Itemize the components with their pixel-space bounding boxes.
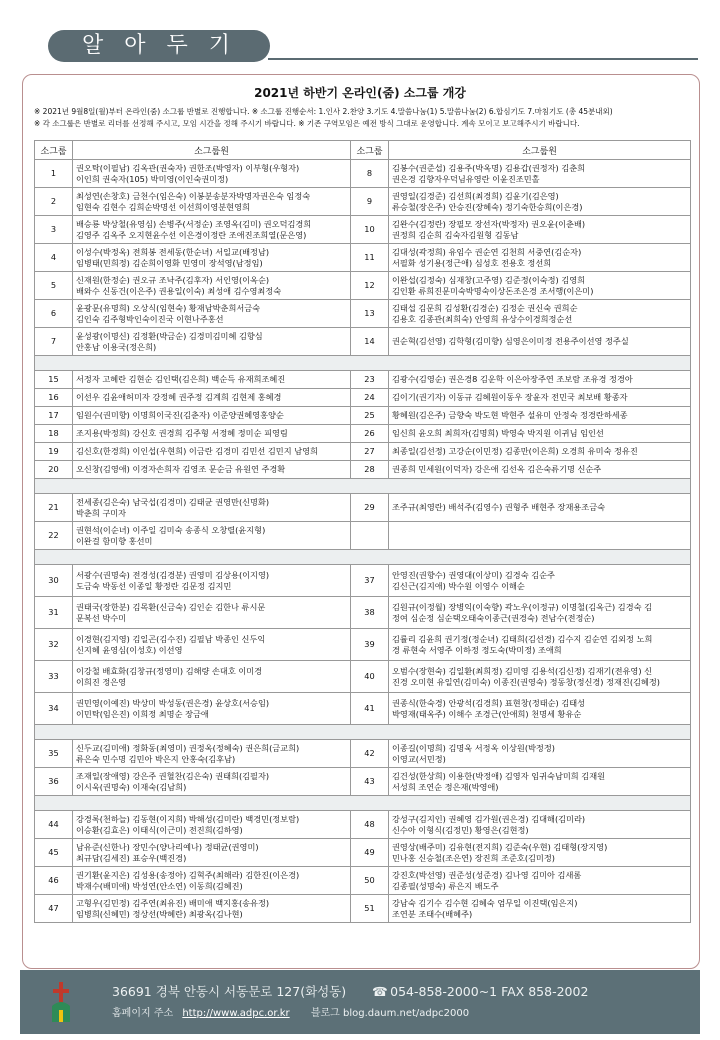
group-members xyxy=(73,597,351,629)
table-row xyxy=(35,425,691,443)
member-line: 도금숙 박동선 이종일 황정란 김문정 김지민 xyxy=(76,580,232,591)
member-line: 이영교(서민정) xyxy=(392,753,446,764)
member-line: 김광수(김영순) 권은경8 김운학 이은아장주연 조보람 조유경 정경아 xyxy=(392,374,633,384)
member-line: 김태섭 김문희 김성환(김경순) 김정순 권신숙 권희순 xyxy=(392,302,578,313)
table-row xyxy=(35,443,691,461)
table-row xyxy=(35,272,691,300)
group-number: 37 xyxy=(351,565,389,597)
member-line: 임현숙 김현수 김희순박명선 이선희이영분현영희 xyxy=(76,201,250,212)
member-line: 안홍남 이용국(정은희) xyxy=(76,341,157,352)
member-line: 배승룡 박상철(유영심) 손병주(서정순) 조영옥(김미) 권오덕김경희 xyxy=(76,218,312,229)
member-line: 문복선 박수미 xyxy=(76,612,127,623)
group-number: 32 xyxy=(35,629,73,661)
member-line: 권민영(이예진) 박상미 박성동(권은경) 윤상호(서승임) xyxy=(76,697,270,708)
table-row xyxy=(35,371,691,389)
group-members xyxy=(73,461,351,479)
member-line: 조재일(장애영) 강은주 권혈찬(김은숙) 권태희(김필자) xyxy=(76,770,270,781)
group-members xyxy=(73,300,351,328)
group-members xyxy=(389,216,691,244)
group-members xyxy=(73,811,351,839)
group-members xyxy=(389,244,691,272)
member-line: 오신창(김영애) 이경자손희자 김영조 문순금 유원연 주경확 xyxy=(76,464,286,474)
member-line: 조연분 조태수(배혜주) xyxy=(392,908,473,919)
member-line: 경 류현숙 서영주 이하정 정도숙(박미정) 조애희 xyxy=(392,644,562,655)
member-line: 김봉수(권준섭) 김용주(박옥명) 김용갑(권정자) 김춘희 xyxy=(392,162,586,173)
group-members xyxy=(389,425,691,443)
group-number: 49 xyxy=(351,839,389,867)
table-row xyxy=(35,565,691,597)
separator-cell xyxy=(35,796,691,811)
group-members xyxy=(73,407,351,425)
group-members xyxy=(389,839,691,867)
group-number: 14 xyxy=(351,328,389,356)
group-number: 10 xyxy=(351,216,389,244)
member-line: 강진호(박선영) 권준성(성준경) 김나영 김미아 김새롬 xyxy=(392,869,582,880)
table-row xyxy=(35,693,691,725)
member-line: 신재원(한정순) 권오규 조낙주(김후자) 서인영(이옥순) xyxy=(76,274,270,285)
group-number: 11 xyxy=(351,244,389,272)
group-number: 31 xyxy=(35,597,73,629)
member-line: 안영진(권향수) 권영대(이상미) 김경숙 김순주 xyxy=(392,569,555,580)
member-line: 최성연(손창호) 금천수(임은숙) 이봉분송분자박명자권은숙 임정숙 xyxy=(76,190,311,201)
member-line: 이민탁(임은진) 이희정 최명순 장금애 xyxy=(76,708,209,719)
group-number: 43 xyxy=(351,768,389,796)
homepage-label: 홈페이지 주소 xyxy=(112,1008,174,1019)
table-row xyxy=(35,300,691,328)
group-number: 29 xyxy=(351,494,389,522)
group-members xyxy=(389,461,691,479)
group-members xyxy=(389,160,691,188)
group-number: 30 xyxy=(35,565,73,597)
member-line: 신수아 이형식(김정민) 황영은(김현정) xyxy=(392,824,529,835)
member-line: 박춘희 구미자 xyxy=(76,507,127,518)
member-line: 권현석(이순녀) 이주일 김미숙 송종식 오창렬(윤지형) xyxy=(76,524,266,535)
group-members xyxy=(389,494,691,522)
phone: 054-858-2000~1 FAX 858-2002 xyxy=(390,984,589,999)
group-number: 39 xyxy=(351,629,389,661)
group-number: 44 xyxy=(35,811,73,839)
member-line: 신두교(김미애) 정화동(최영미) 권정옥(정혜숙) 권은희(금교희) xyxy=(76,742,300,753)
table-row xyxy=(35,629,691,661)
group-number: 19 xyxy=(35,443,73,461)
group-members xyxy=(389,328,691,356)
member-line: 류승철(장은주) 안승진(장혜숙) 정기숙한승희(이은경) xyxy=(392,201,583,212)
table-header-row xyxy=(35,141,691,160)
group-number: 35 xyxy=(35,740,73,768)
table-row xyxy=(35,244,691,272)
table-row xyxy=(35,407,691,425)
group-number: 25 xyxy=(351,407,389,425)
group-members xyxy=(389,867,691,895)
group-number: 5 xyxy=(35,272,73,300)
member-line: 임병태(민희정) 김순희이영화 민영미 장석영(남정임) xyxy=(76,257,263,268)
group-number: 45 xyxy=(35,839,73,867)
group-members xyxy=(389,629,691,661)
homepage-link[interactable]: http://www.adpc.or.kr xyxy=(182,1008,290,1019)
note-line: ※ 각 소그룹은 반별로 리더를 선정해 주시고, 모임 시간을 정해 주시기 바랍니다. ※ 기존 구역모임은 예전 방식 그대로 운영합니다. 계속 모이고 보고해주시기 바랍니다. xyxy=(34,119,580,128)
group-members xyxy=(73,693,351,725)
group-members xyxy=(73,272,351,300)
member-line: 권종식(한숙경) 안광석(김경희) 표현창(정태순) 김태성 xyxy=(392,697,586,708)
col-header-members: 소그룹원 xyxy=(73,141,351,160)
table-row xyxy=(35,216,691,244)
member-line: 민나홍 신승철(조은연) 장진희 조준호(김미정) xyxy=(392,852,555,863)
table-row xyxy=(35,328,691,356)
section-title-tab: 알 아 두 기 xyxy=(48,30,270,62)
group-members xyxy=(73,371,351,389)
table-row xyxy=(35,597,691,629)
member-line: 박영재(태옥주) 이해수 조경근(안애희) 천명세 황유순 xyxy=(392,708,582,719)
notes xyxy=(34,106,698,130)
table-row xyxy=(35,160,691,188)
group-number: 12 xyxy=(351,272,389,300)
member-line: 신지혜 윤영심(이성호) 이선영 xyxy=(76,644,183,655)
group-members xyxy=(389,188,691,216)
group-number: 48 xyxy=(351,811,389,839)
member-line: 김원규(이정월) 장병익(이숙향) 곽노우(이정규) 이명철(김옥근) 김경숙 김 xyxy=(392,601,653,612)
member-line: 권영일(김경준) 김선희(최경희) 김윤기(김은영) xyxy=(392,190,559,201)
blog-address: 블로그 blog.daum.net/adpc2000 xyxy=(310,1008,470,1019)
group-number: 8 xyxy=(351,160,389,188)
member-line: 강성구(김지인) 권혜영 김가원(권은경) 김대해(김미라) xyxy=(392,813,586,824)
group-members xyxy=(389,371,691,389)
group-number: 50 xyxy=(351,867,389,895)
separator-cell xyxy=(35,550,691,565)
member-line: 오범수(장현숙) 김일환(최희정) 김미영 김용석(김신정) 김재기(전유영) 신 xyxy=(392,665,653,676)
member-line: 김신호(한경희) 이인섭(우현희) 이금란 김경미 김민선 김민지 남영희 xyxy=(76,446,318,456)
separator-cell xyxy=(35,725,691,740)
group-members xyxy=(73,768,351,796)
group-number: 1 xyxy=(35,160,73,188)
group-members xyxy=(389,443,691,461)
member-line: 이강철 배효화(김창규(정영미) 김해량 손대호 이미경 xyxy=(76,665,263,676)
member-line: 윤광문(유명희) 오상식(임현숙) 황재남박춘희서금숙 xyxy=(76,302,261,313)
group-members xyxy=(73,895,351,923)
section-separator xyxy=(35,479,691,494)
group-number: 46 xyxy=(35,867,73,895)
col-header-group: 소그룹 xyxy=(351,141,389,160)
member-line: 최종일(김선정) 고강순(이민정) 김종만(이은희) 오경희 유미숙 정유진 xyxy=(392,446,638,456)
member-line: 권순혁(김선영) 김학형(김미향) 심영은이미정 전용주이선영 정주실 xyxy=(392,336,629,346)
section-separator xyxy=(35,356,691,371)
group-members xyxy=(73,160,351,188)
member-line: 김대성(곽정희) 유임수 권순연 김천희 서중연(김순자) xyxy=(392,246,582,257)
member-line: 강경록(천하늘) 김동현(이지희) 박해성(김미란) 백경민(정보람) xyxy=(76,813,300,824)
group-number: 26 xyxy=(351,425,389,443)
member-line: 서성희 조연순 정은재(박영애) xyxy=(392,781,499,792)
group-number: 13 xyxy=(351,300,389,328)
member-line: 이완섭(김정숙) 심재창(고주영) 김준정(이숙정) 김영희 xyxy=(392,274,586,285)
note-line: ※ 2021년 9월8일(월)부터 온라인(줌) 소그룹 반별로 진행합니다. ※ 소그룹 진행순서: 1.인사 2.찬양 3.기도 4.말씀나눔(1) 5.말씀나눔(2) 6.합심기도 7.마침기도 (총 45분내외) xyxy=(34,107,613,116)
member-line: 이종길(이명희) 김명욱 서정옥 이상원(박정정) xyxy=(392,742,555,753)
col-header-members: 소그룹원 xyxy=(389,141,691,160)
group-members xyxy=(389,693,691,725)
section-separator xyxy=(35,796,691,811)
table-row xyxy=(35,867,691,895)
group-number: 28 xyxy=(351,461,389,479)
group-number: 36 xyxy=(35,768,73,796)
member-line: 김종필(성명숙) 류은지 배도주 xyxy=(392,880,499,891)
table-body xyxy=(35,160,691,923)
section-separator xyxy=(35,725,691,740)
separator-cell xyxy=(35,479,691,494)
group-number: 38 xyxy=(351,597,389,629)
table-row xyxy=(35,661,691,693)
group-number: 24 xyxy=(351,389,389,407)
group-number: 18 xyxy=(35,425,73,443)
group-number: 15 xyxy=(35,371,73,389)
group-members xyxy=(73,328,351,356)
group-members xyxy=(389,565,691,597)
section-separator xyxy=(35,550,691,565)
group-members xyxy=(389,811,691,839)
address: 36691 경북 안동시 서동문로 127(화성동) xyxy=(112,984,347,999)
group-members xyxy=(73,661,351,693)
group-members xyxy=(389,597,691,629)
member-line: 권태국(장한분) 김목환(신금숙) 김인순 김한나 류시문 xyxy=(76,601,266,612)
group-members xyxy=(389,895,691,923)
group-members xyxy=(73,629,351,661)
group-number: 21 xyxy=(35,494,73,522)
group-members xyxy=(389,522,691,550)
group-number: 42 xyxy=(351,740,389,768)
group-number: 51 xyxy=(351,895,389,923)
member-line: 임원수(권미향) 이명희이국진(김춘자) 이준양권혜영홍양순 xyxy=(76,410,284,420)
member-line: 서광수(권명숙) 전경성(김경분) 권영미 김상용(이지영) xyxy=(76,569,270,580)
group-members xyxy=(389,768,691,796)
group-number: 20 xyxy=(35,461,73,479)
group-members xyxy=(73,188,351,216)
member-line: 권은경 김향자우덕님유영란 이윤진조민홀 xyxy=(392,173,540,184)
member-line: 권정희 김순희 김숙자김원형 김동남 xyxy=(392,229,519,240)
member-line: 권종희 민세원(이덕자) 강은애 김선옥 김은숙류기명 신순주 xyxy=(392,464,602,474)
group-number: 27 xyxy=(351,443,389,461)
group-members xyxy=(389,407,691,425)
member-line: 김률리 김윤희 권기정(정순녀) 김태희(김선경) 김수지 김순연 김외정 노희 xyxy=(392,633,653,644)
member-line: 이완걸 함미향 홍선미 xyxy=(76,535,153,546)
group-members xyxy=(73,389,351,407)
group-members xyxy=(73,494,351,522)
separator-cell xyxy=(35,356,691,371)
member-line: 임신희 윤오희 최희자(김명희) 박영숙 박지원 이귀님 임인선 xyxy=(392,428,604,438)
member-line: 권오탁(이필남) 김옥관(권숙자) 권한조(박영자) 이부형(우형자) xyxy=(76,162,300,173)
group-members xyxy=(73,244,351,272)
group-members xyxy=(73,425,351,443)
group-members xyxy=(389,389,691,407)
table-row xyxy=(35,839,691,867)
group-number xyxy=(351,522,389,550)
member-line: 배와수 신동건(이은주) 권용일(이숙) 최성애 김수영최정숙 xyxy=(76,285,282,296)
group-number: 2 xyxy=(35,188,73,216)
group-members xyxy=(73,740,351,768)
member-line: 조지용(박정희) 강신호 권경희 김주형 서정혜 정미순 피영림 xyxy=(76,428,288,438)
member-line: 정여 심순정 심순택오태숙이종근(권경숙) 전남수(전정순) xyxy=(392,612,595,623)
table-row xyxy=(35,461,691,479)
member-line: 남유준(신한나) 장민수(양나리예나) 정태균(권영미) xyxy=(76,841,259,852)
group-number: 16 xyxy=(35,389,73,407)
table-row xyxy=(35,389,691,407)
member-line: 전세종(김은숙) 남국섭(김경미) 김태균 권영만(신명화) xyxy=(76,496,270,507)
member-line: 임병희(신혜민) 정상선(박혜란) 최광옥(김나현) xyxy=(76,908,243,919)
web-line xyxy=(112,1004,469,1019)
group-number: 6 xyxy=(35,300,73,328)
member-line: 김완수(김정란) 장필모 장선자(박정자) 권오윤(이춘배) xyxy=(392,218,586,229)
group-number: 33 xyxy=(35,661,73,693)
member-line: 이시욱(권명숙) 이재숙(김남희) xyxy=(76,781,187,792)
group-members xyxy=(73,216,351,244)
group-members xyxy=(73,565,351,597)
member-line: 이인희 권숙자(105) 박미영(이인숙권미정) xyxy=(76,173,229,184)
member-line: 권기환(윤지은) 김성용(송정아) 김혁주(최해라) 김한진(이은경) xyxy=(76,869,300,880)
member-line: 황혜원(김은주) 금향숙 박도현 박현주 설유미 안정숙 정경란하세종 xyxy=(392,410,628,420)
table-row xyxy=(35,188,691,216)
group-number: 34 xyxy=(35,693,73,725)
group-number: 3 xyxy=(35,216,73,244)
group-members xyxy=(73,522,351,550)
group-members xyxy=(73,443,351,461)
group-number: 22 xyxy=(35,522,73,550)
member-line: 강남숙 김기수 김수현 김혜숙 엄무일 이진택(임은지) xyxy=(392,897,578,908)
group-number: 9 xyxy=(351,188,389,216)
member-line: 이승환(김효은) 이태식(이근미) 전진희(김하영) xyxy=(76,824,243,835)
group-number: 23 xyxy=(351,371,389,389)
group-number: 40 xyxy=(351,661,389,693)
member-line: 고형우(김민정) 김주연(최유진) 배미애 백지홍(송유정) xyxy=(76,897,270,908)
member-line: 김인환 류희진문미숙박명숙이상돈조은경 조서행(이은미) xyxy=(392,285,594,296)
group-members xyxy=(389,661,691,693)
group-members xyxy=(389,300,691,328)
member-line: 이성수(박정옥) 전희봉 전세동(한순녀) 서일교(배정남) xyxy=(76,246,270,257)
member-line: 김영주 김옥주 오지현윤수선 이은경이정란 조애진조희열(문은영) xyxy=(76,229,307,240)
table-row xyxy=(35,811,691,839)
footer xyxy=(20,970,700,1034)
member-line: 류은숙 민수명 김민아 박은지 안홍숙(김후남) xyxy=(76,753,236,764)
member-line: 이경현(김지영) 김일곤(김수진) 김필남 박종인 신두익 xyxy=(76,633,266,644)
member-line: 박재수(배미애) 박성연(안소연) 이동희(김혜진) xyxy=(76,880,243,891)
table-row xyxy=(35,740,691,768)
member-line: 이희진 정은영 xyxy=(76,676,127,687)
member-line: 김이기(권기자) 이동규 김혜원이동우 장윤자 전민국 최보배 황종자 xyxy=(392,392,628,402)
group-members xyxy=(73,839,351,867)
group-members xyxy=(73,867,351,895)
member-line: 서필화 성기용(정근애) 심성호 전용호 정선희 xyxy=(392,257,552,268)
group-number: 41 xyxy=(351,693,389,725)
address-line xyxy=(112,982,588,1000)
group-number: 47 xyxy=(35,895,73,923)
member-line: 진경 오미현 유일연(김미숙) 이종진(권영숙) 정동창(정신경) 정재진(김혜정) xyxy=(392,676,660,687)
col-header-group: 소그룹 xyxy=(35,141,73,160)
group-number: 17 xyxy=(35,407,73,425)
phone-icon: ☎ xyxy=(372,984,388,999)
table-row xyxy=(35,895,691,923)
member-line: 김신근(김지애) 박수원 이영수 이해순 xyxy=(392,580,525,591)
group-members xyxy=(389,740,691,768)
church-cross-icon xyxy=(50,980,72,1024)
group-members xyxy=(389,272,691,300)
table-row xyxy=(35,522,691,550)
header-divider xyxy=(268,58,698,60)
group-table xyxy=(34,140,691,923)
member-line: 윤성광(이명신) 김정환(박금순) 김경미김미혜 김향심 xyxy=(76,330,263,341)
table-row xyxy=(35,768,691,796)
table-row xyxy=(35,494,691,522)
member-line: 최규담(김세진) 표승우(백진경) xyxy=(76,852,187,863)
member-line: 권영상(배주미) 김유현(전지희) 김준숙(우현) 김태형(장지영) xyxy=(392,841,608,852)
panel-title: 2021년 하반기 온라인(줌) 소그룹 개강 xyxy=(254,86,466,100)
member-line: 조주규(최영란) 배석주(김영수) 권형주 배현주 장재용조금숙 xyxy=(392,502,606,512)
member-line: 서정자 고혜란 김현순 김인택(김은희) 백순득 유재희조혜진 xyxy=(76,374,286,384)
group-number: 7 xyxy=(35,328,73,356)
member-line: 김용호 김종관(최희숙) 안영희 유상수이경희정순선 xyxy=(392,313,573,324)
member-line: 김건성(한상희) 이용한(박정애) 김영자 임귀숙남미희 김재원 xyxy=(392,770,606,781)
member-line: 김인숙 김주형박인숙이진국 이현나주홍선 xyxy=(76,313,224,324)
group-number: 4 xyxy=(35,244,73,272)
member-line: 이선우 김윤애허미자 강정혜 권주정 김계희 김현제 홍혜경 xyxy=(76,392,282,402)
